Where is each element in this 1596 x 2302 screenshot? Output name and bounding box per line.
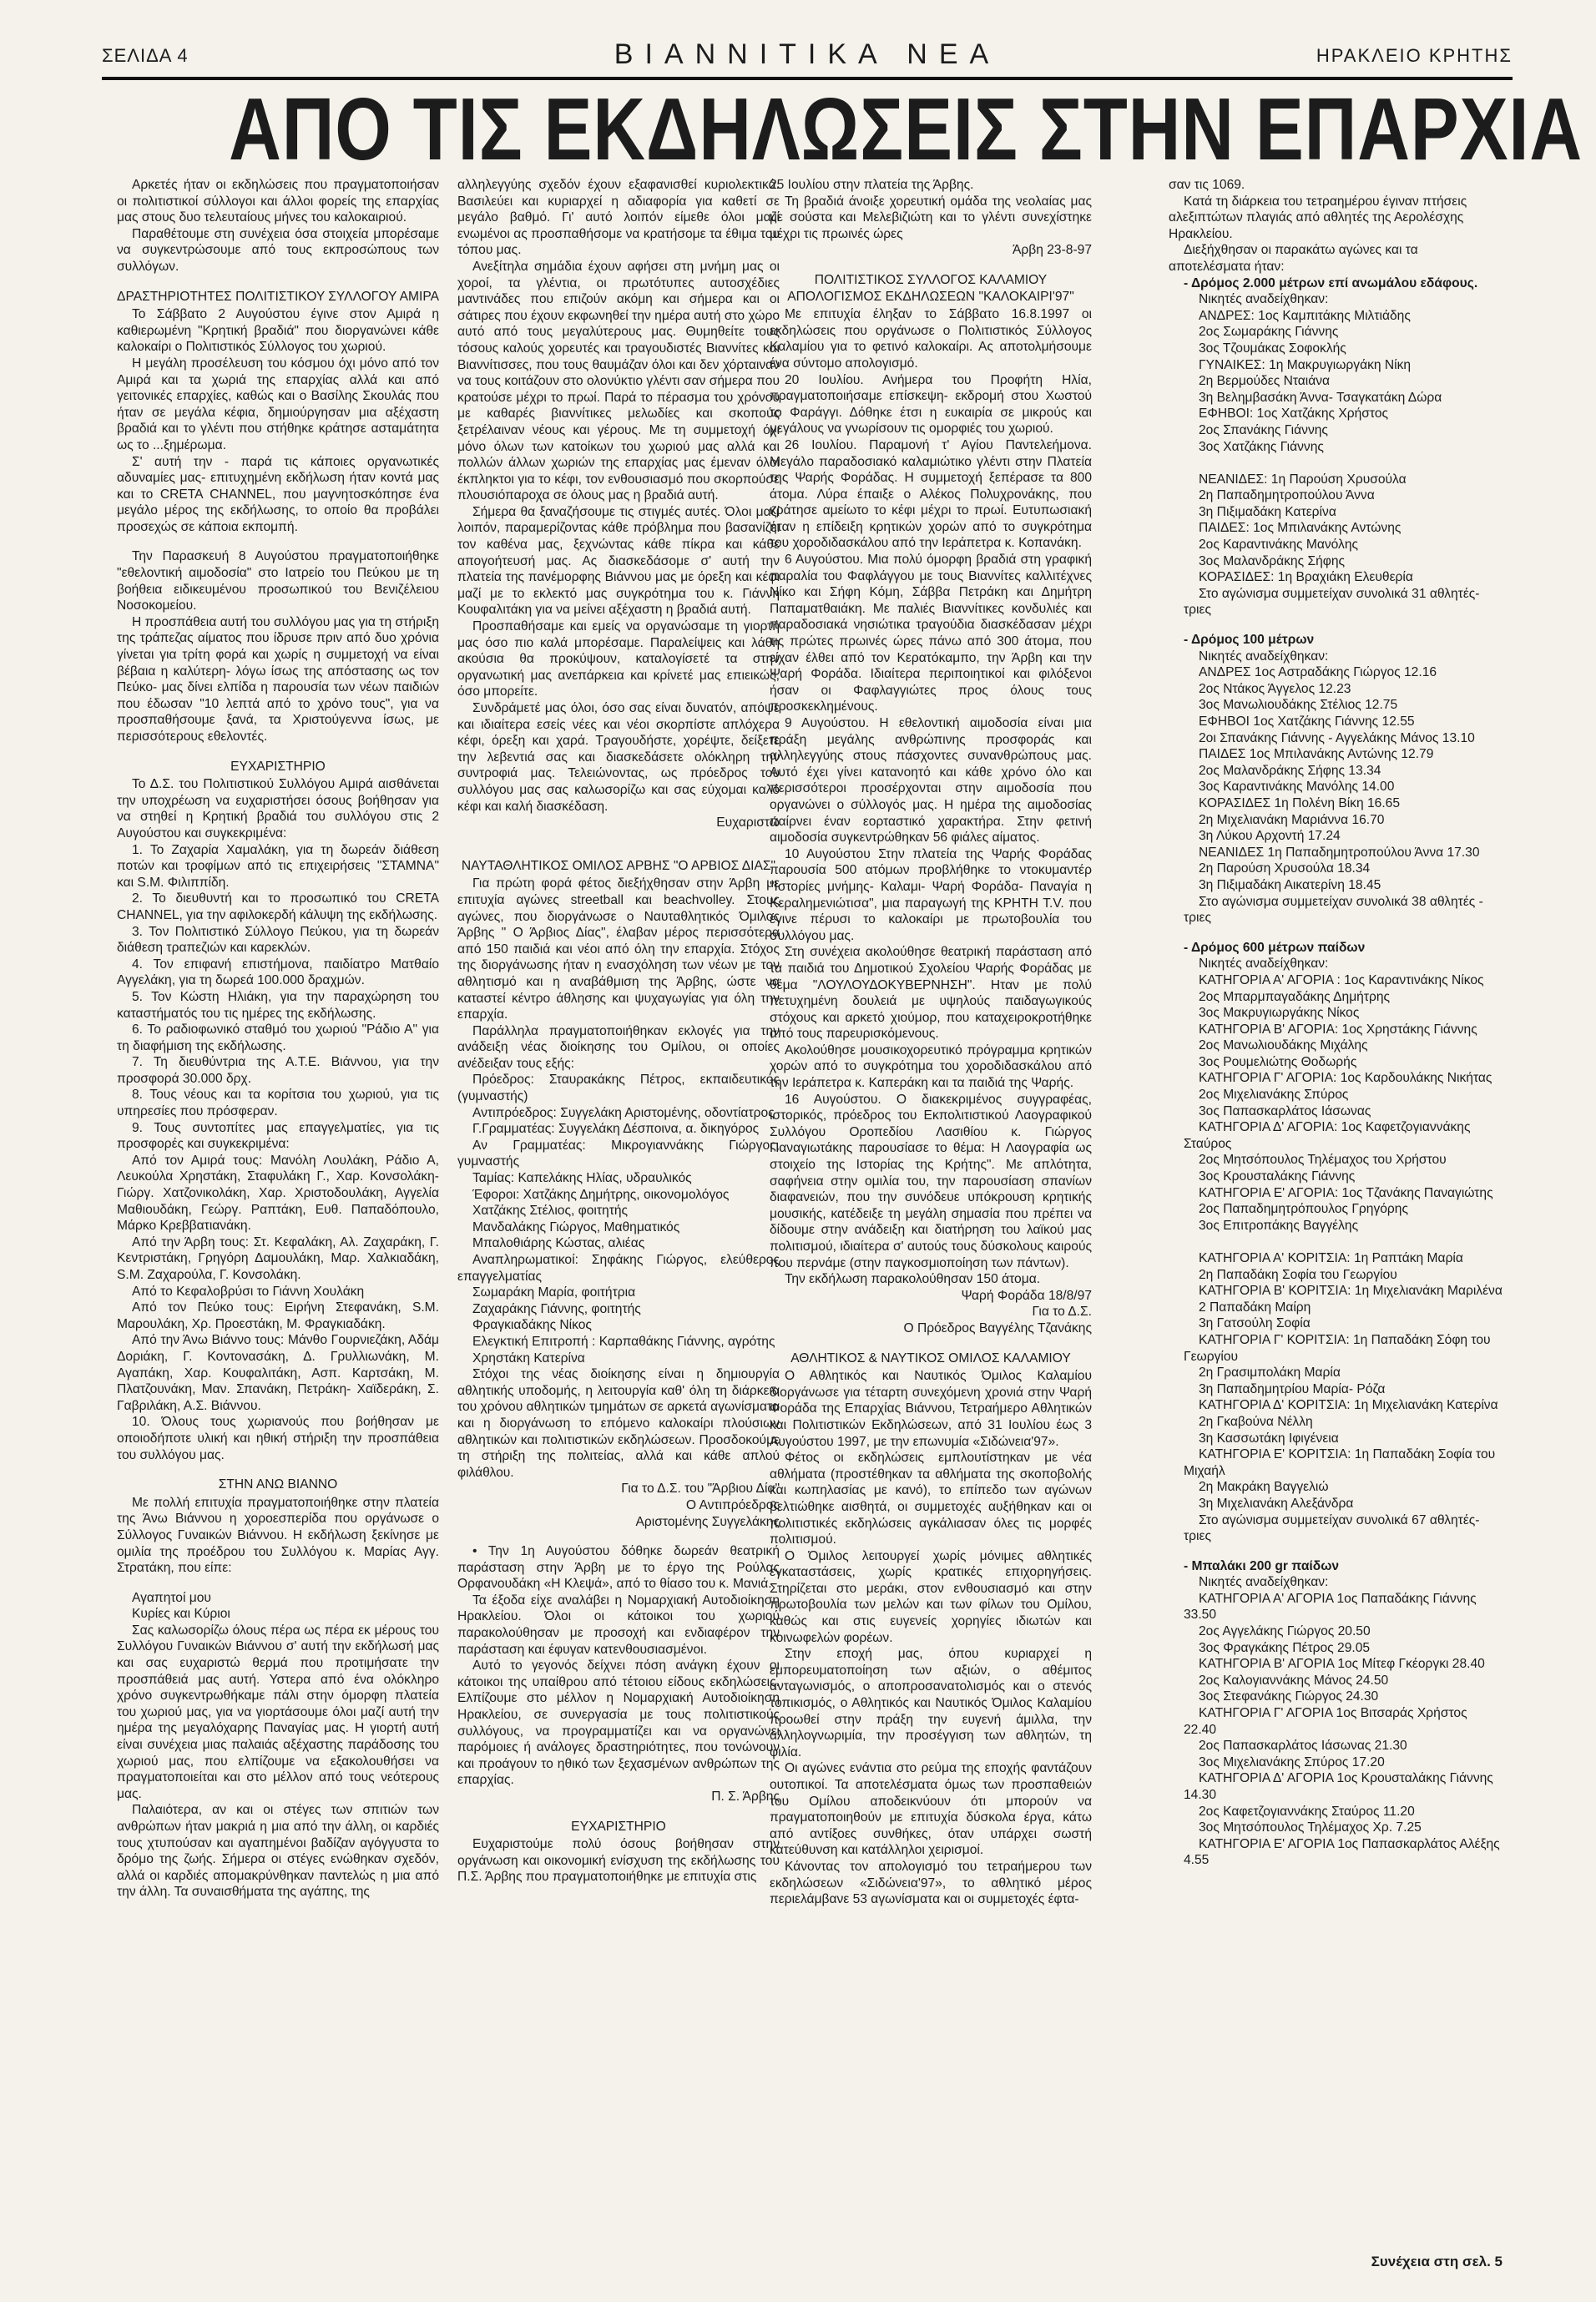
paragraph: Προσπαθήσαμε και εμείς να οργανώσαμε τη γιορτή μας όσο πιο καλά μπορέσαμε. Παραλείψεις και λάθη ακούσια θα προκύψουν, καταλογίσετέ τα στην οργανωτική μας ανεπάρκεια και κρίνετέ μας επιεικώς, όσο μπορείτε. [457, 619, 780, 699]
result-line: 2ος Σπανάκης Γιάννης [1199, 422, 1328, 437]
list-item: 5. Τον Κώστη Ηλιάκη, για την παραχώρηση του καταστήματός του τις ημέρες της εκδήλωσης. [117, 989, 439, 1021]
results-100m [1169, 632, 1503, 926]
continued-note: Συνέχεια στη σελ. 5 [1371, 2254, 1503, 2269]
result-line: 3ος Μιχελιανάκης Σπύρος 17.20 [1199, 1754, 1385, 1769]
paragraph: Τη βραδιά άνοιξε χορευτική ομάδα της νεολαίας μας με σούστα και Μελεβιζιώτη και το γλέντι συνεχίστηκε μέχρι τις πρωινές ώρες [770, 194, 1092, 241]
result-line: ΚΟΡΑΣΙΔΕΣ 1η Πολένη Βίκη 16.65 [1199, 795, 1401, 810]
list-item: 2. Το διευθυντή και το προσωπικό του CRETA CHANNEL, για την αφιλοκερδή κάλυψη της εκδήλωσης. [117, 891, 439, 922]
paragraph: Με πολλή επιτυχία πραγματοποιήθηκε στην πλατεία της Άνω Βιάννου η χοροεσπερίδα που οργάνωσε ο Σύλλογος Γυναικών Βιάννου. Η εκδήλωση ξεκίνησε με ομιλία της προέδρου του Συλλόγου κ. Μαρίας Αγγ. Στρατάκη, που είπε: [117, 1495, 439, 1576]
paragraph: Κάνοντας τον απολογισμό του τετραήμερου των εκδηλώσεων «Σιδώνεια'97», το αθλητικό μέρος περιελάμβανε 53 αγωνίσματα και οι συμμετοχές έφτα- [770, 1859, 1092, 1907]
result-line: 3ος Μητσόπουλος Τηλέμαχος Χρ. 7.25 [1199, 1820, 1422, 1835]
result-line: 2ος Μαλανδράκης Σήφης 13.34 [1199, 763, 1381, 778]
result-line: 3η Παπαδημητρίου Μαρία- Ρόζα [1199, 1381, 1386, 1396]
paragraph: Σ' αυτή την - παρά τις κάποιες οργανωτικές αδυναμίες μας- επιτυχημένη εκδήλωση ήταν κοντά μας και το CRETA CHANNEL, που μαγνητοσκόπησε ένα μεγάλο μέρος της εκδήλωσης, το οποίο θα προβάλει προσεχώς σε κάποια εκπομπή. [117, 454, 439, 534]
list-item: 9. Τους συντοπίτες μας επαγγελματίες, για τις προσφορές και συγκεκριμένα: [117, 1120, 439, 1152]
result-line: 2η Γρασιμπολάκη Μαρία [1199, 1366, 1341, 1381]
paragraph: Την εκδήλωση παρακολούθησαν 150 άτομα. [785, 1272, 1041, 1287]
result-line: 3η Γατσούλη Σοφία [1199, 1316, 1311, 1331]
list-item: 3. Τον Πολιτιστικό Σύλλογο Πεύκου, για τη δωρεάν διάθεση τραπεζιών και καρεκλών. [117, 924, 439, 956]
event-title: - Δρόμος 100 μέτρων [1184, 633, 1315, 648]
paragraph: Την Παρασκευή 8 Αυγούστου πραγματοποιήθηκε "εθελοντική αιμοδοσία" στο Ιατρείο του Πεύκου με τη βοήθεια ειδικευμένου προσωπικού του Βενιζέλειου Νοσοκομείου. [117, 549, 439, 613]
paragraph: • Την 1η Αυγούστου δόθηκε δωρεάν θεατρική παράσταση στην Άρβη με το έργο της Ρούλας Ορφανουδάκη «Η Κλεψά», από το θίασο του κ. Μανιά. [457, 1544, 780, 1592]
result-line: 3η Λύκου Αρχοντή 17.24 [1199, 829, 1341, 844]
results-600m [1169, 940, 1503, 1545]
section-heading: ΕΥΧΑΡΙΣΤΗΡΙΟ [571, 1819, 666, 1834]
column-4 [1169, 177, 1503, 2264]
paragraph: Με επιτυχία έληξαν το Σάββατο 16.8.1997 οι εκδηλώσεις που οργάνωσε ο Πολιτιστικός Σύλλογος Καλαμίου για το φετινό καλοκαίρι. Ας αποτολμήσουμε ένα σύντομο απολογισμό. [770, 307, 1092, 371]
result-line: 3ος Ρουμελιώτης Θοδωρής [1199, 1054, 1357, 1069]
result-line: 3ος Μαλανδράκης Σήφης [1199, 553, 1346, 568]
result-line: 2ος Παπαδημητρόπουλος Γρηγόρης [1199, 1202, 1408, 1217]
board-member: Ταμίας: Καπελάκης Ηλίας, υδραυλικός [472, 1171, 692, 1186]
paragraph: Αυτό το γεγονός δείχνει πόση ανάγκη έχουν οι κάτοικοι της υπαίθρου από τέτοιου είδους εκδηλώσεις. Ελπίζουμε στο μέλλον η Νομαρχιακή Αυτοδιοίκηση Ηρακλείου, σε συνεργασία με τους πολιτιστικούς συλλόγους, να προγραμματίζει και να οργανώνει παρόμοιες ή ανάλογες δραστηριότητες, που τονώνουν και προάγουν το ηθικό των ξεχασμένων ανθρώπων της επαρχίας. [457, 1658, 780, 1788]
list-item: 1. Το Ζαχαρία Χαμαλάκη, για τη δωρεάν διάθεση ποτών και τροφίμων από τις επιχειρήσεις "ΣΤΑΜΝΑ" και S.M. Φιλιππίδη. [117, 842, 439, 890]
result-line: 3η Βελημβασάκη Άννα- Τσαγκατάκη Δώρα [1199, 390, 1442, 405]
signature: Για το Δ.Σ. του "Άρβιου Δία" [621, 1482, 780, 1497]
paragraph: Στη συνέχεια ακολούθησε θεατρική παράσταση από τα παιδιά του Δημοτικού Σχολείου Ψαρής Φοράδας με θέμα "ΛΟΥΛΟΥΔΟΚΥΒΕΡΝΗΣΗ". Ηταν με πολύ πετυχημένη δουλειά με υψηλούς παιδαγωγικούς στόχους και αρκετό χιούμορ, που καταχειροκροτήθηκε από τους παρευρισκόμενους. [770, 945, 1092, 1042]
paragraph: 6 Αυγούστου. Μια πολύ όμορφη βραδιά στη γραφική παραλία του Φαφλάγγου με τους Βιαννίτες καλλιτέχνες Νίκο και Σήφη Κόμη, Σάββα Πετράκη και Δημήτρη Παπαματθαιάκη. Με παλιές Βιαννίτικες κονδυλιές και παραδοσιακά νησιώτικα τραγούδια διασκέδασαν μέχρι τις πρώτες πρωινές ώρες πάνω από 300 άτομα, που είχαν έλθει από τον Κερατόκαμπο, την Άρβη και την Ψαρή Φοράδα. Ιδιαίτερα περιποιητικοί και φιλόξενοι ήσαν οι Φαφλαγγιώτες προς όλους τους προσκεκλημένους. [770, 553, 1092, 714]
result-line: ΕΦΗΒΟΙ: 1ος Χατζάκης Χρήστος [1199, 406, 1389, 422]
paragraph: Οι αγώνες ενάντια στο ρεύμα της εποχής φαντάζουν ουτοπικοί. Τα αποτελέσματα όμως των προσπαθειών του Ομίλου αποδεικνύουν ότι μπορούν να πραγματοποιηθούν με επιτυχία δύσκολα έργα, κάτω από αντίξοες συνθήκες, όταν υπάρχει σωστή κατεύθυνση και κατάλληλοι χειρισμοί. [770, 1761, 1092, 1858]
list-item: 8. Τους νέους και τα κορίτσια του χωριού, για τις υπηρεσίες που πρόσφεραν. [117, 1088, 439, 1119]
result-line: 2ος Καφετζογιαννάκης Σταύρος 11.20 [1199, 1804, 1415, 1819]
result-line: ΚΟΡΑΣΙΔΕΣ: 1η Βραχιάκη Ελευθερία [1199, 570, 1413, 585]
result-line: ΝΕΑΝΙΔΕΣ: 1η Παρούση Χρυσούλα [1199, 472, 1407, 487]
result-line: Στο αγώνισμα συμμετείχαν συνολικά 31 αθλητές-τριες [1184, 586, 1480, 618]
paragraph: Το Σάββατο 2 Αυγούστου έγινε στον Αμιρά η καθιερωμένη "Κρητική βραδιά" που διοργανώνει κάθε καλοκαίρι ο Πολιτιστικός Σύλλογος του χωριού. [117, 307, 439, 355]
paragraph: Ακολούθησε μουσικοχορευτικό πρόγραμμα κρητικών χορών από το συγκρότημα του χοροδιδασκάλου από την Ιεράπετρα κ. Καπεράκη και τα παιδιά της Ψαρής. [770, 1042, 1092, 1091]
paragraph: Παλαιότερα, αν και οι στέγες των σπιτιών των ανθρώπων ήταν μακριά η μια από την άλλη, οι καρδιές τους χτυπούσαν και αγαπημένοι βαδίζαν αγόγγυστα το δρόμο της ζωής. Σήμερα οι στέγες ενώθηκαν σχεδόν, αλλά οι καρδιές απομακρύνθηκαν παντελώς η μια από την άλλη. Τα συναισθήματα της αγάπης, της [117, 1803, 439, 1900]
section-heading: ΕΥΧΑΡΙΣΤΗΡΙΟ [230, 759, 326, 774]
result-line: 2η Παπαδάκη Σοφία του Γεωργίου [1199, 1267, 1397, 1282]
paragraph: 25 Ιουλίου στην πλατεία της Άρβης. [770, 178, 974, 192]
result-line: ΚΑΤΗΓΟΡΙΑ Ε' ΑΓΟΡΙΑ: 1ος Τζανάκης Παναγιώτης [1199, 1185, 1493, 1200]
paragraph: Στόχοι της νέας διοίκησης είναι η δημιουργία αθλητικής υποδομής, η λειτουργία καθ' όλη τη διάρκεια του χρόνου αθλητικών τμημάτων σε αρκετά αγωνίσματα και η διοργάνωση το επόμενο καλοκαίρι πλούσιων αθλητικών και πολιτιστικών εκδηλώσεων. Προσδοκούμε τη στήριξη της πολιτείας, αλλά και κάθε απλού φιλάθλου. [457, 1367, 780, 1480]
paragraph: Η προσπάθεια αυτή του συλλόγου μας για τη στήριξη της τράπεζας αίματος που ίδρυσε πριν από δυο χρόνια γίνεται για τρίτη φορά και χωρίς η συμμετοχή να είναι βέβαια η καλύτερη- λόγω ίσως της απόστασης ως τον Πεύκο- μας δίνει ελπίδα η παρουσία των νέων παιδιών που έδωσαν "10 λεπτά από το χρόνο τους", για να προσπαθήσουμε ξανά, τα Χριστούγεννα ίσως, με περισσότερους εθελοντές. [117, 614, 439, 744]
page-header [102, 27, 1513, 80]
paragraph: Ανεξίτηλα σημάδια έχουν αφήσει στη μνήμη μας οι χοροί, τα γλέντια, οι πρωτότυπες αυτοσχέδιες μαντινάδες που επιζούν ακόμη και σήμερα και οι σάτιρες που έχουν εκφωνηθεί την ημέρα αυτή στο χώρο αυτό από τους μεγαλύτερους μας. Θυμηθείτε τους τόσους καλούς χορευτές και τραγουδιστές Βιαννίτες και Βιαννίτισσες, που τους θαυμάζαν όλοι και δεν χόρταιναν να τους κοιτάζουν στο ολονύκτιο γλέντι σαν σήμερα που κρατούσε μέχρι το πρωί. Παρά το πέρασμα του χρόνου με καθαρές βιαννίτικες μελωδίες και σκοπούς ξετρέλαιναν νέους και γέρους. Με τη συμμετοχή όχι μόνο όλων των κατοίκων του χωριού μας αλλά και πολλών άλλων χωριών της επαρχίας μας έμεναν όλοι έκπληκτοι για το κέφι, τον ενθουσιασμό που σκορπούσε πλουσιόπαροχα σε όλους μας η βραδιά αυτή. [457, 259, 780, 503]
result-line: ΚΑΤΗΓΟΡΙΑ Γ' ΚΟΡΙΤΣΙΑ: 1η Παπαδάκη Σόφη του Γεωργίου [1184, 1332, 1491, 1364]
result-line: 3η Μιχελιανάκη Αλεξάνδρα [1199, 1496, 1354, 1511]
result-line: 2ος Μιχελιανάκης Σπύρος [1199, 1088, 1349, 1103]
paragraph: Παραθέτουμε στη συνέχεια όσα στοιχεία μπορέσαμε να συγκεντρώσουμε από τους εκπροσώπους των συλλόγων. [117, 226, 439, 274]
result-line: ΚΑΤΗΓΟΡΙΑ Γ' ΑΓΟΡΙΑ: 1ος Καρδουλάκης Νικήτας [1199, 1071, 1492, 1086]
signature: Ο Αντιπρόεδρος [685, 1497, 780, 1512]
signature: Ο Πρόεδρος Βαγγέλης Τζανάκης [903, 1320, 1092, 1335]
result-line: ΚΑΤΗΓΟΡΙΑ Α' ΑΓΟΡΙΑ 1ος Παπαδάκης Γιάννης 33.50 [1184, 1591, 1477, 1623]
paragraph: Ο Αθλητικός και Ναυτικός Όμιλος Καλαμίου διοργάνωσε για τέταρτη συνεχόμενη χρονιά στην Ψαρή Φοράδα της Επαρχίας Βιάννου, Τετραήμερο Αθλητικών και Πολιτιστικών Εκδηλώσεων, από 31 Ιουλίου έως 3 Αυγούστου 1997, με την επωνυμία «Σιδώνεια'97». [770, 1369, 1092, 1449]
list-item: 7. Τη διευθύντρια της Α.Τ.Ε. Βιάννου, για την προσφορά 30.000 δρχ. [117, 1055, 439, 1086]
board-member: Χρηστάκη Κατερίνα [472, 1350, 585, 1366]
result-line [1169, 1234, 1503, 1250]
headline: ΑΠΟ ΤΙΣ ΕΚΔΗΛΩΣΕΙΣ ΣΤΗΝ ΕΠΑΡΧΙΑ [229, 80, 1583, 179]
board-member: Φραγκιαδάκης Νίκος [472, 1318, 592, 1333]
paragraph: Στην εποχή μας, όπου κυριαρχεί η εμπορευματοποίηση των αξιών, ο αθέμιτος ανταγωνισμός, ο αποπροσανατολισμός και ο στενός τοπικισμός, ο Αθλητικός και Ναυτικός Όμιλος Καλαμίου προωθεί στην πράξη την ευγενή άμιλλα, την αλληλογνωριμία, την προσέγγιση των αθλητών, τη φιλία. [770, 1647, 1092, 1759]
result-line: ΑΝΔΡΕΣ 1ος Αστραδάκης Γιώργος 12.16 [1199, 665, 1437, 680]
list-item: 10. Όλους τους χωριανούς που βοήθησαν με οποιοδήποτε υλική και ηθική στήριξη την προσπάθεια του συλλόγου μας. [117, 1415, 439, 1462]
result-line: 2ος Ντάκος Άγγελος 12.23 [1199, 681, 1351, 696]
result-line: 2ος Καλογιαννάκης Μάνος 24.50 [1199, 1673, 1389, 1688]
result-line: Νικητές αναδείχθηκαν: [1199, 649, 1329, 664]
results-ball-200gr [1169, 1558, 1503, 1869]
paragraph: Το Δ.Σ. του Πολιτιστικού Συλλόγου Αμιρά αισθάνεται την υποχρέωση να ευχαριστήσει όσους βοήθησαν για να στηθεί η Κρητική βραδιά του συλλόγου στις 2 Αυγούστου και συγκεκριμένα: [117, 777, 439, 841]
column-3 [770, 177, 1092, 2264]
paragraph: 10 Αυγούστου Στην πλατεία της Ψαρής Φοράδας παρουσία 500 ατόμων προβλήθηκε το ντοκυμαντέρ "Ιστορίες μνήμης- Καλαμι- Ψαρή Φοράδα- Παναγία η Κεραλημενιώτισα", μια παραγωγή της ΚΡΗΤΗ Τ.V. που έγινε πέρυσι το καλοκαίρι με πρωτοβουλία του συλλόγου μας. [770, 846, 1092, 943]
board-member: Ζαχαράκης Γιάννης, φοιτητής [472, 1301, 641, 1316]
paragraph: Τα έξοδα είχε αναλάβει η Νομαρχιακή Αυτοδιοίκηση Ηρακλείου. Όλοι οι κάτοικοι του χωριού παρακολούθησαν με προσοχή και ενδιαφέρον την παράσταση και έφυγαν κατενθουσιασμένοι. [457, 1593, 780, 1657]
signature: Ευχαριστώ [716, 815, 780, 830]
signature: Π. Σ. Άρβης [711, 1790, 780, 1804]
board-member: Πρόεδρος: Σταυρακάκης Πέτρος, εκπαιδευτικός (γυμναστής) [457, 1073, 780, 1104]
paragraph: 26 Ιουλίου. Παραμονή τ' Αγίου Παντελεήμονα. Μεγάλο παραδοσιακό καλαμιώτικο γλέντι στην Πλατεία της Ψαρής Φοράδας. Η συμμετοχή ξεπέρασε τα 800 άτομα. Λύρα έπαιξε ο Αλέκος Πολυχρονάκης, που κράτησε αμείωτο το κέφι μέχρι το πρωί. Ευτυπωσιακή ήταν η επίδειξη κρητικών χορών από το συγκρότημα του χοροδιδασκάλου από την Ιεράπετρα κ. Κοπανάκη. [770, 437, 1092, 551]
result-line: 3η Πιξιμαδάκη Αικατερίνη 18.45 [1199, 877, 1381, 892]
sponsor-list: Από το Κεφαλοβρύσι το Γιάννη Χουλάκη [132, 1284, 365, 1299]
result-line: ΚΑΤΗΓΟΡΙΑ Β' ΑΓΟΡΙΑ: 1ος Χρηστάκης Γιάννης [1199, 1022, 1477, 1037]
result-line: Νικητές αναδείχθηκαν: [1199, 292, 1329, 307]
paragraph: σαν τις 1069. [1169, 178, 1245, 192]
signature: Αριστομένης Συγγελάκης [635, 1514, 780, 1529]
result-line: 3ος Τζουμάκας Σοφοκλής [1199, 341, 1346, 356]
paragraph: Συνδράμετέ μας όλοι, όσο σας είναι δυνατόν, απόψε και ιδιαίτερα εσείς νέες και νέοι σκορπίστε απλόχερα κέφι, όρεξη και χαρά. Τραγουδήστε, χορέψτε, δείξετε την λεβεντιά σας και διασκεδάσετε ολόκληρη την συντροφιά μας. Τελειώνοντας, ως πρόεδρος του συλλόγου μας σας καλωσορίζω και σας εύχομαι καλό κέφι και καλή διασκέδαση. [457, 701, 780, 814]
result-line: ΓΥΝΑΙΚΕΣ: 1η Μακρυγιωργάκη Νίκη [1199, 357, 1412, 372]
board-member: Σωμαράκη Μαρία, φοιτήτρια [472, 1285, 636, 1300]
board-member: Αν Γραμματέας: Μικρογιαννάκης Γιώργος, γυμναστής [457, 1138, 780, 1169]
result-line: 3ος Μακρυγιωργάκης Νίκος [1199, 1006, 1360, 1021]
result-line: ΕΦΗΒΟΙ 1ος Χατζάκης Γιάννης 12.55 [1199, 714, 1415, 729]
result-line: 3ος Στεφανάκης Γιώργος 24.30 [1199, 1689, 1379, 1704]
results-2000m [1169, 275, 1503, 618]
result-line: ΚΑΤΗΓΟΡΙΑ Α' ΚΟΡΙΤΣΙΑ: 1η Ραπτάκη Μαρία [1199, 1251, 1463, 1265]
result-line: 2η Γκαβούνα Νέλλη [1199, 1414, 1313, 1429]
paragraph: Αρκετές ήταν οι εκδηλώσεις που πραγματοποιήσαν οι πολιτιστικοί σύλλογοι και άλλοι φορείς της επαρχίας μας στους δυο τελευταίους μήνες του καλοκαιριού. [117, 178, 439, 225]
result-line: 3ος Επιτροπάκης Βαγγέλης [1199, 1218, 1359, 1233]
section-heading: ΠΟΛΙΤΙΣΤΙΚΟΣ ΣΥΛΛΟΓΟΣ ΚΑΛΑΜΙΟΥ ΑΠΟΛΟΓΙΣΜΟΣ ΕΚΔΗΛΩΣΕΩΝ "ΚΑΛΟΚΑΙΡΙ'97" [787, 272, 1074, 304]
sponsor-list: Από τον Αμιρά τους: Μανόλη Λουλάκη, Ράδιο Α, Λευκούλα Χρηστάκη, Σταφυλάκη Γ., Χαρ. Κονσολάκη- Γιώργ. Χατζονικολάκη, Χαρ. Χριστοδουλάκη, Αγγελία Μαθιουδάκη, Γεώργ. Ραπτάκη, Ευθ. Παπαδόπουλο, Μάρκο Κρεββατιανάκη. [117, 1153, 439, 1234]
result-line: ΚΑΤΗΓΟΡΙΑ Β' ΚΟΡΙΤΣΙΑ: 1η Μιχελιανάκη Μαριλένα [1199, 1284, 1503, 1299]
result-line: ΚΑΤΗΓΟΡΙΑ Δ' ΚΟΡΙΤΣΙΑ: 1η Μιχελιανάκη Κατερίνα [1199, 1398, 1498, 1413]
result-line: 2η Μιχελιανάκη Μαριάννα 16.70 [1199, 812, 1385, 827]
signature: Ψαρή Φοράδα 18/8/97 [961, 1288, 1092, 1303]
paragraph: Παράλληλα πραγματοποιήθηκαν εκλογές για την ανάδειξη νέας διοίκησης του Ομίλου, οι οποίες ανέδειξαν τους εξής: [457, 1023, 780, 1071]
result-line: 3η Κασσωτάκη Ιφιγένεια [1199, 1431, 1339, 1446]
result-line: 2ος Μητσόπουλος Τηλέμαχος του Χρήστου [1199, 1153, 1447, 1168]
result-line: 3ος Κρουσταλάκης Γιάννης [1199, 1169, 1356, 1184]
newspaper-location: ΗΡΑΚΛΕΙΟ ΚΡΗΤΗΣ [1316, 45, 1513, 66]
paragraph: Διεξήχθησαν οι παρακάτω αγώνες και τα αποτελέσματα ήταν: [1169, 243, 1418, 274]
paragraph: 9 Αυγούστου. Η εθελοντική αιμοδοσία είναι μια πράξη μεγάλης ανθρώπινης προσφοράς και αλληλεγγύης στους πάσχοντες συνανθρώπους μας. Αυτό έχει γίνει κατανοητό και κάθε χρόνο όλο και περισσότεροι προσέρχονται στην αιμοδοσία που οργανώνει ο σύλλογός μας. Η ημέρα της αιμοδοσίας παίρνει έναν εορταστικό χαρακτήρα. Στην φετινή αιμοδοσία συγκεντρώθηκαν 56 φιάλες αίματος. [770, 716, 1092, 846]
result-line: ΚΑΤΗΓΟΡΙΑ Β' ΑΓΟΡΙΑ 1ος Μίτεφ Γκέοργκι 28.40 [1199, 1657, 1485, 1672]
result-line: 2η Μακράκη Βαγγελιώ [1199, 1480, 1329, 1495]
board-member: Γ.Γραμματέας: Συγγελάκη Δέσποινα, α. δικηγόρος [472, 1122, 760, 1137]
result-line: 2ος Μπαρμπαγαδάκης Δημήτρης [1199, 989, 1391, 1004]
result-line: ΚΑΤΗΓΟΡΙΑ Ε' ΚΟΡΙΤΣΙΑ: 1η Παπαδάκη Σοφία του Μιχαήλ [1184, 1447, 1496, 1478]
event-title: - Δρόμος 600 μέτρων παίδων [1184, 940, 1366, 955]
section-heading: ΑΘΛΗΤΙΚΟΣ & ΝΑΥΤΙΚΟΣ ΟΜΙΛΟΣ ΚΑΛΑΜΙΟΥ [790, 1350, 1071, 1366]
result-line: 3ος Παπασκαρλάτος Ιάσωνας [1199, 1103, 1371, 1118]
result-line: 3ος Μανωλιουδάκης Στέλιος 12.75 [1199, 698, 1398, 713]
sponsor-list: Από την Άνω Βιάννο τους: Μάνθο Γουρνιεζάκη, Αδάμ Δοριάκη, Γ. Κοντονασάκη, Δ. Γρυλλιωνάκη, Μ. Αγαπάκη, Χαρ. Κουφαλιτάκη, Ασπ. Καρτσάκη, Μ. Πλατζουνάκη, Μαν. Σπανάκη, Πετράκη- Χαϊδεράκη, Σ. Γαβριλάκη, Α.Σ. Βιάννου. [117, 1333, 439, 1413]
result-line: 2ος Παπασκαρλάτος Ιάσωνας 21.30 [1199, 1739, 1407, 1754]
result-line: 2η Βερμούδες Νταιάνα [1199, 374, 1331, 389]
board-member: Αντιπρόεδρος: Συγγελάκη Αριστομένης, οδοντίατρος [472, 1105, 775, 1120]
result-line: 2ος Σωμαράκης Γιάννης [1199, 325, 1339, 340]
result-line: 2η Παρούση Χρυσούλα 18.34 [1199, 861, 1371, 876]
board-member: Χατζάκης Στέλιος, φοιτητής [472, 1204, 629, 1219]
board-member: Έφοροι: Χατζάκης Δημήτρης, οικονομολόγος [472, 1187, 730, 1202]
paragraph: 16 Αυγούστου. Ο διακεκριμένος συγγραφέας, ιστορικός, πρόεδρος του Εκπολιτιστικού Λαογραφικού Συλλόγου Οροπεδίου Λασιθίου κ. Γιώργος Παναγιωτάκης παρουσίασε το θέμα: Η Λαογραφία ως στοιχείο της Ιστορίας της Κρήτης". Με απλότητα, σαφήνεια στην ομιλία του, την παρουσίαση σπανίων διαφανειών, που την συνόδευε υπόκρουση κρητικής μουσικής, κατέδειξε τη μεγάλη σημασία που πρέπει να δίδουμε στην ανάδειξη και διατήρηση του λαϊκού μας πολιτισμού, ιδιαίτερα σ' αυτούς τους δύσκολους καιρούς που περνάμε (στην παγκοσμιοποίηση των πάντων). [770, 1092, 1092, 1270]
result-line: Νικητές αναδείχθηκαν: [1199, 957, 1329, 972]
paragraph: Σήμερα θα ξαναζήσουμε τις στιγμές αυτές. Όλοι μαζί λοιπόν, παραμερίζοντας κάθε πρόβλημα που βασανίζει τον καθένα μας, ξεχνώντας κάθε πίκρα και κάθε απογοήτευσή μας. Ας διασκεδάσομε σ' αυτή την πλατεία της πανέμορφης Βιάννου μας με όρεξη και κέφι μαζί με το εκλεκτό μας συγκρότημα του κ. Γιάννη Κουφαλιτάκη για να μείνει αξέχαστη η βραδιά αυτή. [457, 504, 780, 618]
salutation: Αγαπητοί μου [132, 1590, 211, 1605]
list-item: 4. Τον επιφανή επιστήμονα, παιδίατρο Ματθαίο Αγγελάκη, για τη δωρεά 100.000 δραχμών. [117, 957, 439, 988]
result-line: ΚΑΤΗΓΟΡΙΑ Ε' ΑΓΟΡΙΑ 1ος Παπασκαρλάτος Αλέξης 4.55 [1184, 1836, 1500, 1868]
result-line: ΚΑΤΗΓΟΡΙΑ Α' ΑΓΟΡΙΑ : 1ος Καραντινάκης Νίκος [1199, 972, 1484, 987]
signature: Για το Δ.Σ. [1032, 1305, 1092, 1320]
result-line: ΚΑΤΗΓΟΡΙΑ Γ' ΑΓΟΡΙΑ 1ος Βιτσαράς Χρήστος 22.40 [1184, 1706, 1467, 1737]
result-line: 2ος Αγγελάκης Γιώργος 20.50 [1199, 1624, 1371, 1639]
event-title: - Μπαλάκι 200 gr παίδων [1184, 1558, 1340, 1573]
result-line: 3ος Καραντινάκης Μανόλης 14.00 [1199, 780, 1395, 795]
salutation: Κυρίες και Κύριοι [132, 1607, 230, 1622]
result-line: ΝΕΑΝΙΔΕΣ 1η Παπαδημητροπούλου Άννα 17.30 [1199, 845, 1480, 860]
paragraph: Ο Όμιλος λειτουργεί χωρίς μόνιμες αθλητικές εγκαταστάσεις, χωρίς κρατικές επιχορηγήσεις. Στηρίζεται στο μεράκι, στον ενθουσιασμό και στην πρωτοβουλία των μελών και των φίλων του Ομίλου, καθώς και στις ευγενείς χορηγίες ιδιωτών και κοινωφελών φορέων. [770, 1548, 1092, 1645]
result-line: 2 Παπαδάκη Μαίρη [1199, 1300, 1311, 1315]
board-member: Μανδαλάκης Γιώργος, Μαθηματικός [472, 1219, 680, 1234]
sponsor-list: Από την Άρβη τους: Στ. Κεφαλάκη, Αλ. Ζαχαράκη, Γ. Κεντριστάκη, Γρηγόρη Δαμουλάκη, Μαρ. Χαλκιαδάκη, S.M. Ζαχαρούλα, Γ. Κονσολάκη. [117, 1234, 439, 1282]
paragraph: 20 Ιουλίου. Ανήμερα του Προφήτη Ηλία, πραγματοποιήσαμε επίσκεψη- εκδρομή στου Χωστού το Φαράγγι. Δόθηκε έτσι η ευκαιρία σε μικρούς και μεγάλους να γνωρίσουν τις ομορφιές του χωριού. [770, 372, 1092, 437]
result-line: ΚΑΤΗΓΟΡΙΑ Δ' ΑΓΟΡΙΑ 1ος Κρουσταλάκης Γιάννης 14.30 [1184, 1771, 1493, 1802]
result-line: 3ος Φραγκάκης Πέτρος 29.05 [1199, 1640, 1371, 1655]
section-heading: ΝΑΥΤΑΘΛΗΤΙΚΟΣ ΟΜΙΛΟΣ ΑΡΒΗΣ "Ο ΑΡΒΙΟΣ ΔΙΑΣ" [461, 858, 776, 873]
paragraph: Κατά τη διάρκεια του τετραημέρου έγιναν πτήσεις αλεξιπτώτων πλαγιάς από αθλητές της Αερολέσχης Ηρακλείου. [1169, 194, 1467, 241]
paragraph: Ευχαριστούμε πολύ όσους βοήθησαν στην οργάνωση και οικονομική ενίσχυση της εκδήλωσης του Π.Σ. Άρβης που πραγματοποιήθηκε με επιτυχία στις [457, 1837, 780, 1885]
result-line: ΠΑΙΔΕΣ 1ος Μπιλανάκης Αντώνης 12.79 [1199, 747, 1434, 762]
result-line: ΑΝΔΡΕΣ: 1ος Καμπιτάκης Μιλτιάδης [1199, 308, 1411, 323]
result-line: 3η Πιξιμαδάκη Κατερίνα [1199, 504, 1336, 519]
page-number: ΣΕΛΙΔΑ 4 [102, 45, 189, 66]
event-title: - Δρόμος 2.000 μέτρων επί ανωμάλου εδάφους. [1184, 275, 1478, 290]
signature: Άρβη 23-8-97 [1012, 243, 1092, 258]
result-line: 3ος Χατζάκης Γιάννης [1199, 439, 1324, 454]
board-member: Ελεγκτική Επιτροπή : Καρπαθάκης Γιάννης, αγρότης [472, 1334, 775, 1349]
section-heading: ΣΤΗΝ ΑΝΩ ΒΙΑΝΝΟ [218, 1477, 338, 1492]
board-member: Αναπληρωματικοί: Σηφάκης Γιώργος, ελεύθερος επαγγελματίας [457, 1253, 780, 1284]
paragraph: αλληλεγγύης σχεδόν έχουν εξαφανισθεί κυριολεκτικά. Βασιλεύει και κυριαρχεί η αδιαφορία για καθετί σε μεγάλο βαθμό. Γι' αυτό λοιπόν είμεθε όλοι μαζί ενωμένοι ας προσπαθήσομε να κρατήσομε τα έθιμα του τόπου μας. [457, 178, 780, 258]
list-item: 6. Το ραδιοφωνικό σταθμό του χωριού "Ράδιο Α" για τη διαφήμιση της εκδήλωσης. [117, 1022, 439, 1053]
result-line: 2ος Μανωλιουδάκης Μιχάλης [1199, 1038, 1368, 1053]
sponsor-list: Από τον Πεύκο τους: Ειρήνη Στεφανάκη, S.M. Μαρουλάκη, Χρ. Προεστάκη, Μ. Φραγκιαδάκη. [117, 1300, 439, 1331]
result-line: Στο αγώνισμα συμμετείχαν συνολικά 67 αθλητές-τριες [1184, 1512, 1480, 1544]
column-1 [117, 177, 439, 2264]
paragraph: Φέτος οι εκδηλώσεις εμπλουτίστηκαν με νέα αθλήματα (προστέθηκαν τα αθλήματα της σκοποβολής και κωπηλασίας με κανό), το επίπεδο των αγώνων βελτιώθηκε αισθητά, οι συμμετοχές αυξήθηκαν και οι πολιτιστικές εκδηλώσεις αγκάλιασαν όλες τις μορφές πολιτισμού. [770, 1451, 1092, 1547]
newspaper-name: ΒΙΑΝΝΙΤΙΚΑ ΝΕΑ [614, 38, 1001, 70]
section-heading: ΔΡΑΣΤΗΡΙΟΤΗΤΕΣ ΠΟΛΙΤΙΣΤΙΚΟΥ ΣΥΛΛΟΓΟΥ ΑΜΙΡΑ [117, 289, 439, 304]
result-line [1169, 455, 1503, 472]
result-line: ΚΑΤΗΓΟΡΙΑ Δ' ΑΓΟΡΙΑ: 1ος Καφετζογιαννάκης Σταύρος [1184, 1120, 1471, 1151]
column-2 [457, 177, 780, 2264]
result-line: Στο αγώνισμα συμμετείχαν συνολικά 38 αθλητές - τριες [1184, 894, 1483, 926]
paragraph: Για πρώτη φορά φέτος διεξήχθησαν στην Άρβη με επιτυχία αγώνες streetball και beachvolley. Στους αγώνες, που διοργάνωσε ο Ναυταθλητικός Όμιλος Άρβης " Ο Άρβιος Δίας", έλαβαν μέρος περισσότερα από 150 παιδιά και νέοι από όλη την επαρχία. Στόχος της διοργάνωσης ήταν η ενασχόληση των νέων με τον αθλητισμό και η αναβάθμιση της Άρβης, ώστε να καταστεί κέντρο άθλησης και ψυχαγωγίας για όλη την επαρχία. [457, 876, 780, 1022]
result-line: ΠΑΙΔΕΣ: 1ος Μπιλανάκης Αντώνης [1199, 521, 1402, 536]
board-member: Μπαλοθιάρης Κώστας, αλιέας [472, 1236, 645, 1251]
result-line: Νικητές αναδείχθηκαν: [1199, 1575, 1329, 1590]
result-line: 2οι Σπανάκης Γιάννης - Αγγελάκης Μάνος 13.10 [1199, 730, 1475, 745]
paragraph: Σας καλωσορίζω όλους πέρα ως πέρα εκ μέρους του Συλλόγου Γυναικών Βιάννου σ' αυτή την εκδήλωσή μας και σας ευχαριστώ θερμά που προτιμήσατε την προσπάθειά μας αυτή. Υστερα από ένα ολόκληρο χρόνο συγκεντρωθήκαμε πάλι στην όμορφη πλατεία του χωριού μας, για να γιορτάσουμε όλοι μαζί αυτή την ημέρα της μεγαλόχαρης Παναγίας μας. Η γιορτή αυτή είναι συνέχεια μιας παλαιάς αξέχαστης παράδοσης του χωριού μας, που ελπίζουμε να εξακολουθήσει να πραγματοποιείται και στο μέλλον από τους νεότερους μας. [117, 1623, 439, 1801]
paragraph: Η μεγάλη προσέλευση του κόσμου όχι μόνο από τον Αμιρά και τα χωριά της επαρχίας αλλά και από γειτονικές επαρχίες, καθώς και ο Βασίλης Σκουλάς που ήταν σε μεγάλα κέφια, δημιούργησαν μια αξέχαστη βραδιά και το γλέντι που στήθηκε κράτησε ασταμάτητα ως το ...ξημέρωμα. [117, 356, 439, 452]
result-line: 2ος Καραντινάκης Μανόλης [1199, 538, 1359, 553]
result-line: 2η Παπαδημητροπούλου Άννα [1199, 488, 1375, 503]
